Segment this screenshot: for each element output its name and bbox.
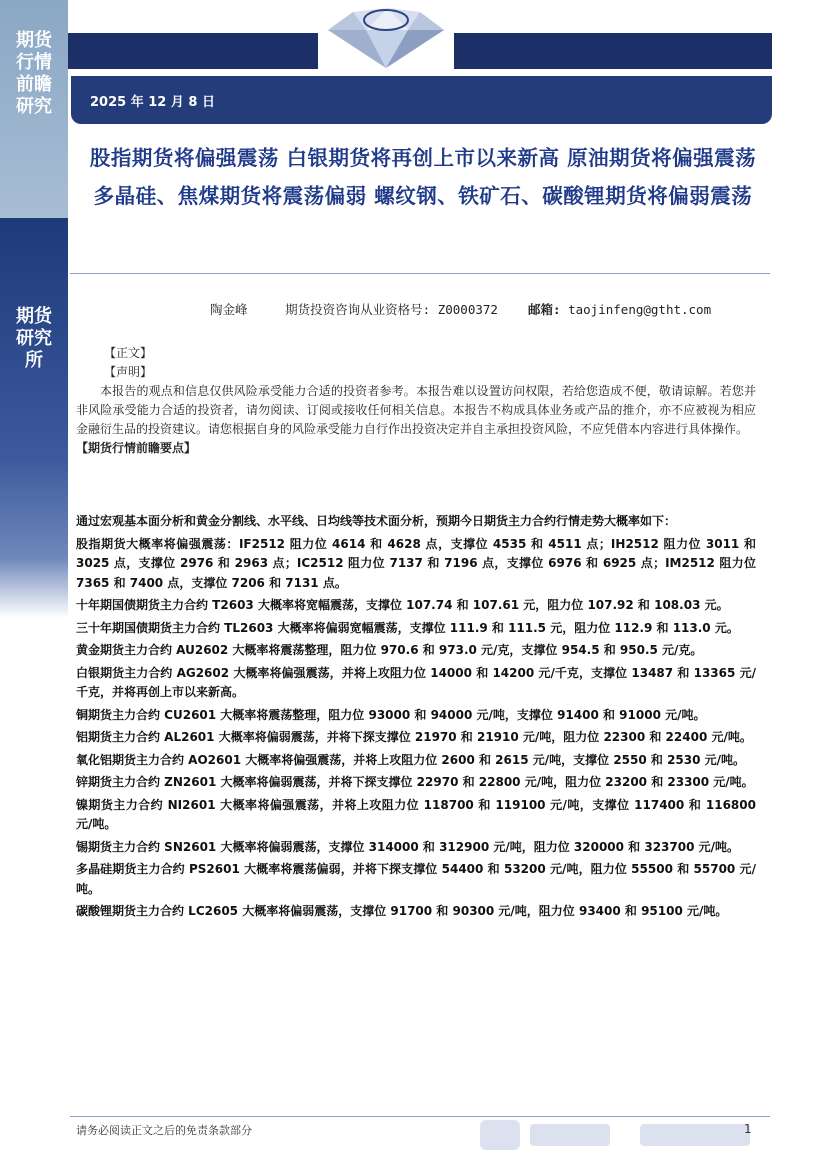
forecast-paragraph: 锌期货主力合约 ZN2601 大概率将偏弱震荡，并将下探支撑位 22970 和 22800 元/吨，阻力位 23200 和 23300 元/吨。 <box>76 775 754 789</box>
forecast-paragraph: 碳酸锂期货主力合约 LC2605 大概率将偏弱震荡，支撑位 91700 和 90300 元/吨，阻力位 93400 和 95100 元/吨。 <box>76 904 728 918</box>
forecast-paragraph: 铝期货主力合约 AL2601 大概率将偏弱震荡，并将下探支撑位 21970 和 21910 元/吨，阻力位 22300 和 22400 元/吨。 <box>76 730 752 744</box>
sidebar-bottom-label: 期货研究所 <box>16 306 52 371</box>
section-main-heading: 【正文】 <box>104 346 153 360</box>
forecast-paragraph: 十年期国债期货主力合约 T2603 大概率将宽幅震荡，支撑位 107.74 和 107.61 元，阻力位 107.92 和 108.03 元。 <box>76 598 729 612</box>
email-label: 邮箱: <box>528 302 561 317</box>
watermark-logo-icon <box>470 1100 770 1170</box>
author-name: 陶金峰 <box>210 302 248 317</box>
statement-text: 本报告的观点和信息仅供风险承受能力合适的投资者参考。本报告难以设置访问权限，若给您造成不便，敬请谅解。若您并非风险承受能力合适的投资者，请勿阅读、订阅或接收任何相关信息。本报告不构成具体业务或产品的推介，亦不应被视为相应金融衍生品的投资建议。请您根据自身的风险承受能力自行作出投资决定并自主承担投资风险，不应凭借本内容进行具体操作。 <box>76 384 756 436</box>
forecast-paragraph: 通过宏观基本面分析和黄金分割线、水平线、日均线等技术面分析，预期今日期货主力合约行情走势大概率如下： <box>76 514 677 528</box>
forecast-paragraph: 白银期货主力合约 AG2602 大概率将偏强震荡，并将上攻阻力位 14000 和 14200 元/千克，支撑位 13487 和 13365 元/千克，并将再创上市以来新高。 <box>76 665 756 699</box>
report-date: 2025 年 12 月 8 日 <box>90 95 215 110</box>
cert-label: 期货投资咨询从业资格号: <box>285 302 431 317</box>
email-address[interactable]: taojinfeng@gtht.com <box>568 302 712 317</box>
points-heading: 【期货行情前瞻要点】 <box>76 441 197 455</box>
forecast-paragraph: 氧化铝期货主力合约 AO2601 大概率将偏强震荡，并将上攻阻力位 2600 和 2615 元/吨，支撑位 2550 和 2530 元/吨。 <box>76 752 746 767</box>
forecast-paragraph: 铜期货主力合约 CU2601 大概率将震荡整理，阻力位 93000 和 94000 元/吨，支撑位 91400 和 91000 元/吨。 <box>76 707 706 722</box>
sidebar-bottom-panel <box>0 218 68 618</box>
diamond-logo-icon <box>318 0 454 70</box>
footer-disclaimer: 请务必阅读正文之后的免责条款部分 <box>76 1124 252 1137</box>
report-title: 股指期货将偏强震荡 白银期货将再创上市以来新高 原油期货将偏强震荡 多晶硅、焦煤期货将震荡偏弱 螺纹钢、铁矿石、碳酸锂期货将偏弱震荡 <box>89 146 757 208</box>
statement-section <box>76 344 756 458</box>
author-line <box>210 300 711 318</box>
forecast-paragraph: 锡期货主力合约 SN2601 大概率将偏弱震荡，支撑位 314000 和 312900 元/吨，阻力位 320000 和 323700 元/吨。 <box>76 839 740 854</box>
forecast-paragraph: 多晶硅期货主力合约 PS2601 大概率将震荡偏弱，并将下探支撑位 54400 和 53200 元/吨，阻力位 55500 和 55700 元/吨。 <box>76 862 756 896</box>
cert-number: Z0000372 <box>437 302 498 317</box>
forecast-paragraph: 股指期货大概率将偏强震荡：IF2512 阻力位 4614 和 4628 点，支撑位 4535 和 4511 点；IH2512 阻力位 3011 和 3025 点，支撑位 2976 和 2963 点；IC2512 阻力位 7137 和 7196 点，支撑位 6976 和 6925 点；IM2512 阻力位 7365 和 7400 点，支撑位 7206 和 7131 点。 <box>76 536 756 590</box>
sidebar-top-label: 期货行情前瞻研究 <box>16 30 52 117</box>
forecast-paragraph: 黄金期货主力合约 AU2602 大概率将震荡整理，阻力位 970.6 和 973.0 元/克，支撑位 954.5 和 950.5 元/克。 <box>76 643 703 657</box>
forecast-paragraph: 三十年期国债期货主力合约 TL2603 大概率将偏弱宽幅震荡，支撑位 111.9 和 111.5 元，阻力位 112.9 和 113.0 元。 <box>76 620 739 635</box>
forecast-list <box>76 512 756 925</box>
forecast-paragraph: 镍期货主力合约 NI2601 大概率将偏强震荡，并将上攻阻力位 118700 和 119100 元/吨，支撑位 117400 和 116800 元/吨。 <box>76 797 756 831</box>
section-statement-heading: 【声明】 <box>104 365 153 379</box>
date-bar <box>71 76 772 124</box>
divider <box>70 273 770 274</box>
page-number: 1 <box>744 1122 752 1136</box>
sidebar-top-panel <box>0 0 68 218</box>
